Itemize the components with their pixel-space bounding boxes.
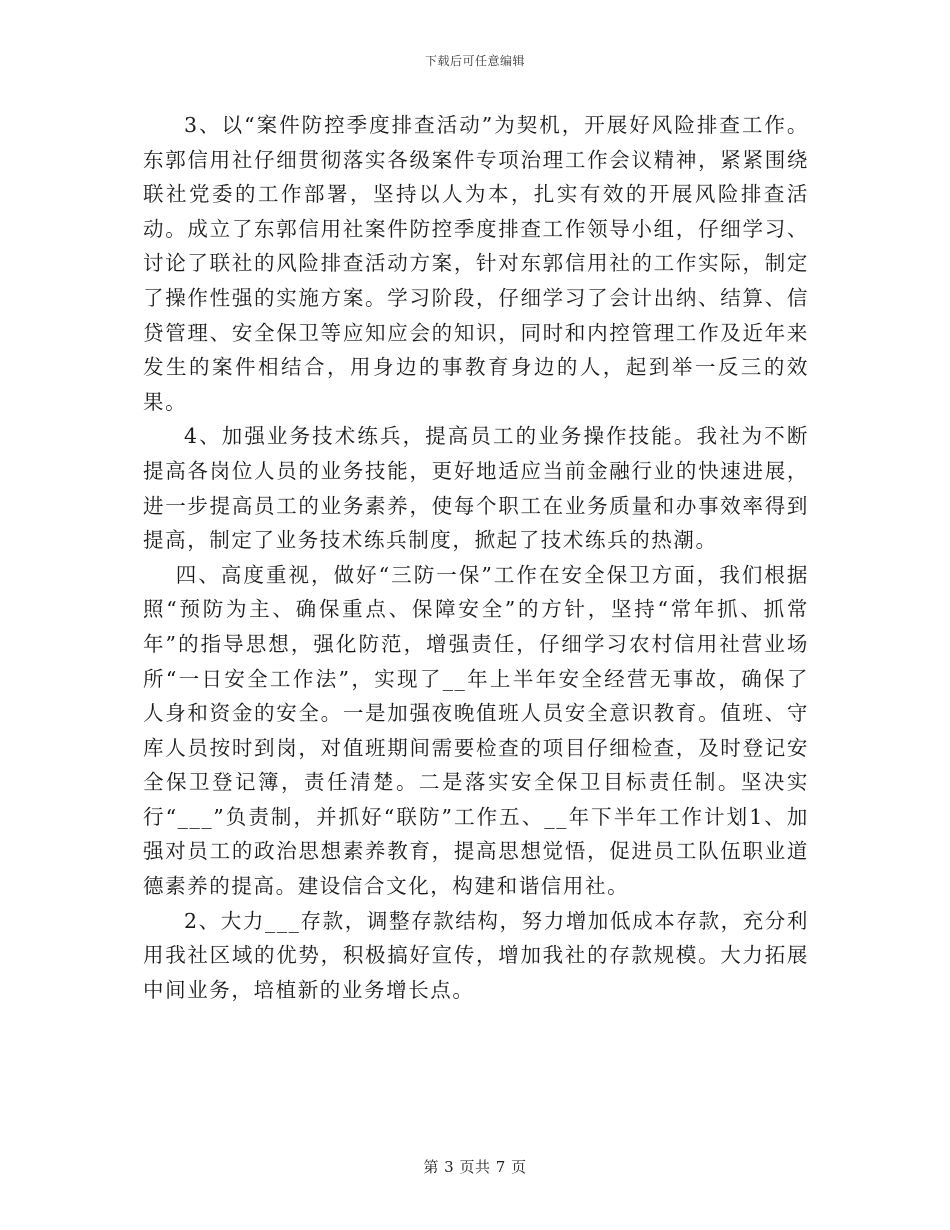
paragraph-skill-training: 4、加强业务技术练兵，提高员工的业务操作技能。我社为不断提高各岗位人员的业务技能，更好地适应当前金融行业的快速进展，进一步提高员工的业务素养，使每个职工在业务质量和办事效率得到提高，制定了业务技术练兵制度，掀起了技术练兵的热潮。 [143, 424, 809, 553]
document-body [143, 108, 809, 1007]
paragraph-risk-inspection: 3、以“案件防控季度排查活动”为契机，开展好风险排查工作。东郭信用社仔细贯彻落实各级案件专项治理工作会议精神，紧紧围绕联社党委的工作部署，坚持以人为本，扎实有效的开展风险排查活动。成立了东郭信用社案件防控季度排查工作领导小组，仔细学习、讨论了联社的风险排查活动方案，针对东郭信用社的工作实际，制定了操作性强的实施方案。学习阶段，仔细学习了会计出纳、结算、信贷管理、安全保卫等应知应会的知识，同时和内控管理工作及近年来发生的案件相结合，用身边的事教育身边的人，起到举一反三的效果。 [143, 113, 809, 414]
paragraph-security: 四、高度重视，做好“三防一保”工作在安全保卫方面，我们根据照“预防为主、确保重点、保障安全”的方针，坚持“常年抓、抓常年”的指导思想，强化防范，增强责任，仔细学习农村信用社营业场所“一日安全工作法”，实现了__年上半年安全经营无事故，确保了人身和资金的安全。一是加强夜晚值班人员安全意识教育。值班、守库人员按时到岗，对值班期间需要检查的项目仔细检查，及时登记安全保卫登记簿，责任清楚。二是落实安全保卫目标责任制。坚决实行“___”负责制，并抓好“联防”工作五、__年下半年工作计划1、加强对员工的政治思想素养教育，提高思想觉悟，促进员工队伍职业道德素养的提高。建设信合文化，构建和谐信用社。 [143, 562, 809, 899]
paragraph-deposits: 2、大力___存款，调整存款结构，努力增加低成本存款，充分利用我社区域的优势，积极搞好宣传，增加我社的存款规模。大力拓展中间业务，培植新的业务增长点。 [143, 908, 809, 1002]
page-header: 下载后可任意编辑 [424, 54, 525, 68]
page-number: 第 3 页共 7 页 [423, 1158, 527, 1176]
